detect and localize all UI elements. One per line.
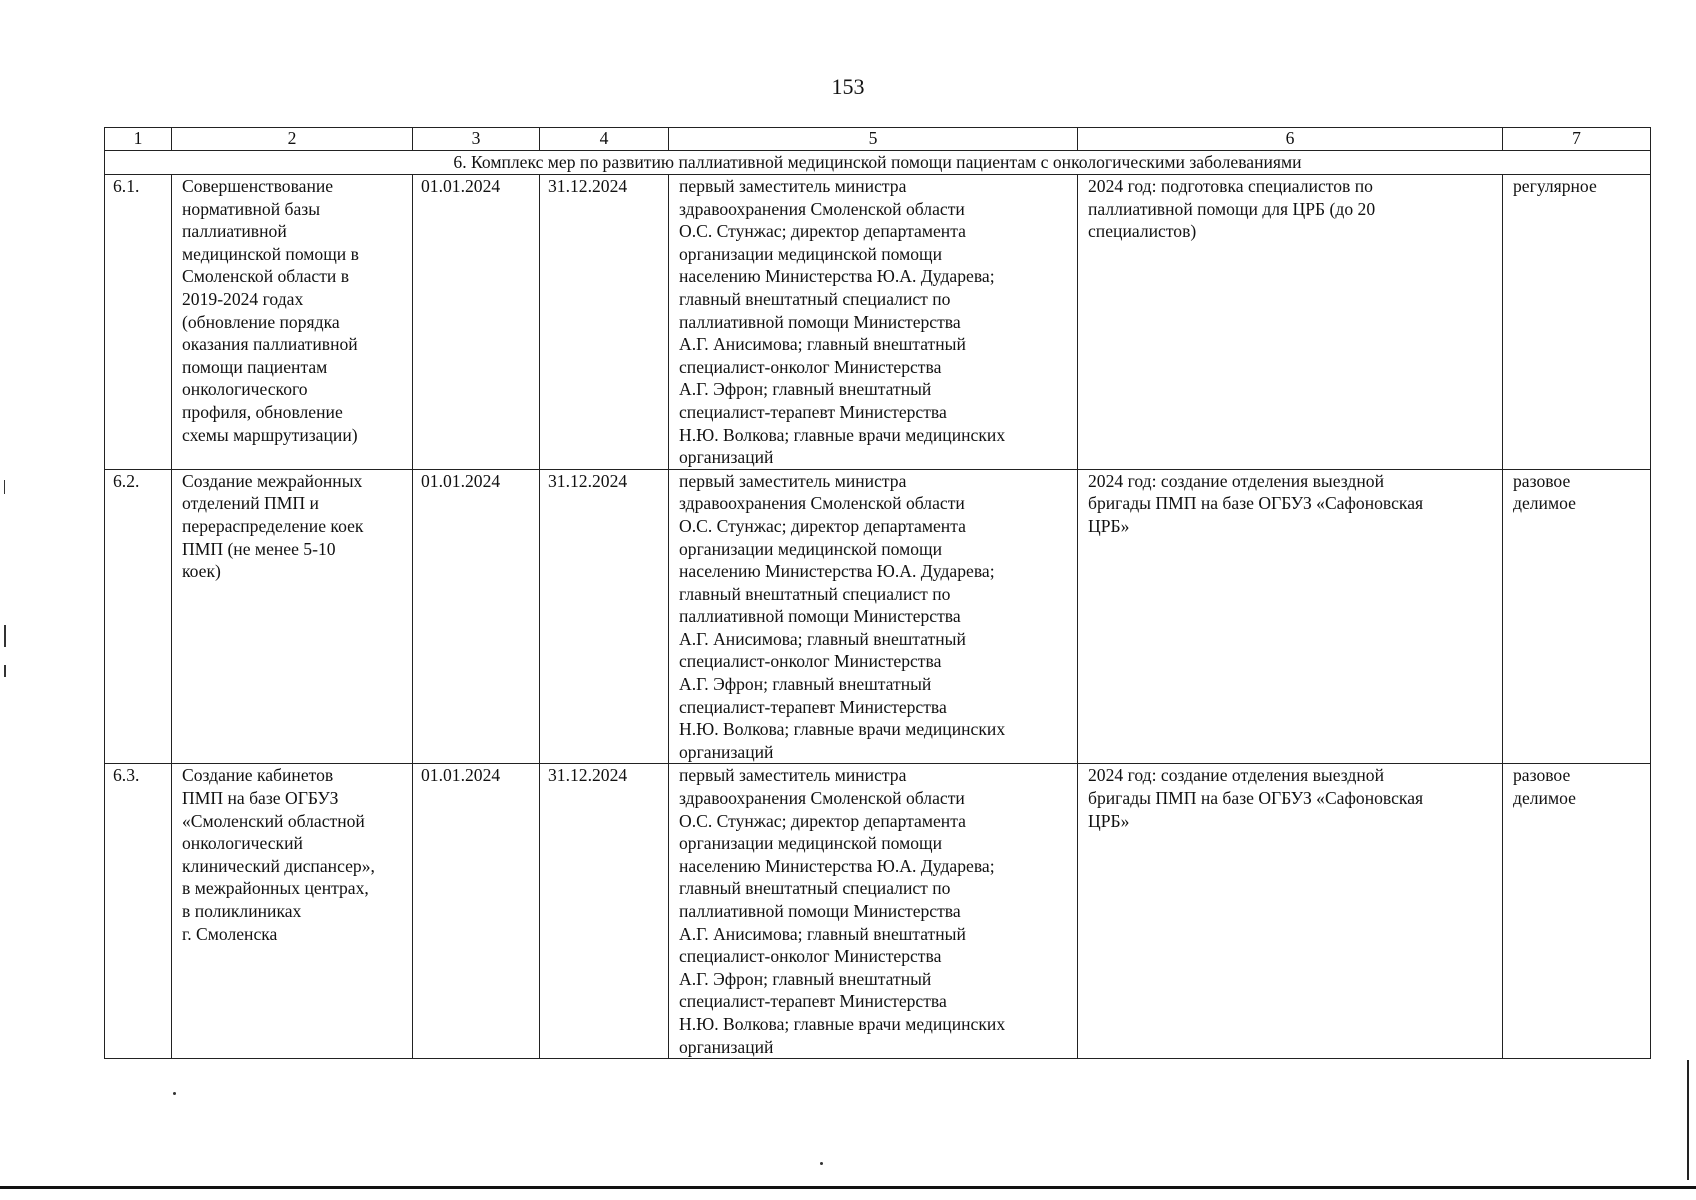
scan-margin-mark xyxy=(4,625,6,647)
measure-type: регулярное xyxy=(1503,175,1651,470)
column-number-7: 7 xyxy=(1503,128,1651,151)
measure-title: Создание межрайонных отделений ПМП и перераспределение коек ПМП (не менее 5-10 коек) xyxy=(172,469,413,764)
measure-type: разовое делимое xyxy=(1503,469,1651,764)
expected-result: 2024 год: создание отделения выездной бригады ПМП на базе ОГБУЗ «Сафоновская ЦРБ» xyxy=(1078,764,1503,1059)
column-number-2: 2 xyxy=(172,128,413,151)
start-date: 01.01.2024 xyxy=(413,175,540,470)
measure-title: Совершенствование нормативной базы паллиативной медицинской помощи в Смоленской области в 2019-2024 годах (обновление порядка оказания паллиативной помощи пациентам онкологического профиля, обновление схемы маршрутизации) xyxy=(172,175,413,470)
table-row xyxy=(105,469,1651,764)
scan-speck xyxy=(820,1162,823,1165)
section-header-row xyxy=(105,151,1651,175)
column-number-3: 3 xyxy=(413,128,540,151)
table-row xyxy=(105,764,1651,1059)
column-number-6: 6 xyxy=(1078,128,1503,151)
responsible-persons: первый заместитель министра здравоохранения Смоленской области О.С. Стунжас; директор департамента организации медицинской помощи населению Министерства Ю.А. Дударева; главный внештатный специалист по паллиативной помощи Министерства А.Г. Анисимова; главный внештатный специалист-онколог Министерства А.Г. Эфрон; главный внештатный специалист-терапевт Министерства Н.Ю. Волкова; главные врачи медицинских организаций xyxy=(669,175,1078,470)
scan-margin-mark xyxy=(4,480,5,494)
end-date: 31.12.2024 xyxy=(540,175,669,470)
column-number-1: 1 xyxy=(105,128,172,151)
expected-result: 2024 год: подготовка специалистов по паллиативной помощи для ЦРБ (до 20 специалистов) xyxy=(1078,175,1503,470)
start-date: 01.01.2024 xyxy=(413,469,540,764)
section-title: 6. Комплекс мер по развитию паллиативной медицинской помощи пациентам с онкологическими заболеваниями xyxy=(105,151,1651,175)
measure-number: 6.3. xyxy=(105,764,172,1059)
column-number-4: 4 xyxy=(540,128,669,151)
column-number-row xyxy=(105,128,1651,151)
scan-edge-line xyxy=(1687,1060,1689,1180)
measure-title: Создание кабинетов ПМП на базе ОГБУЗ «Смоленский областной онкологический клинический диспансер», в межрайонных центрах, в поликлиниках г. Смоленска xyxy=(172,764,413,1059)
scan-speck xyxy=(173,1092,176,1095)
responsible-persons: первый заместитель министра здравоохранения Смоленской области О.С. Стунжас; директор департамента организации медицинской помощи населению Министерства Ю.А. Дударева; главный внештатный специалист по паллиативной помощи Министерства А.Г. Анисимова; главный внештатный специалист-онколог Министерства А.Г. Эфрон; главный внештатный специалист-терапевт Министерства Н.Ю. Волкова; главные врачи медицинских организаций xyxy=(669,764,1078,1059)
end-date: 31.12.2024 xyxy=(540,764,669,1059)
start-date: 01.01.2024 xyxy=(413,764,540,1059)
scan-bottom-line xyxy=(0,1186,1696,1189)
expected-result: 2024 год: создание отделения выездной бригады ПМП на базе ОГБУЗ «Сафоновская ЦРБ» xyxy=(1078,469,1503,764)
measures-table xyxy=(104,127,1651,1059)
measure-type: разовое делимое xyxy=(1503,764,1651,1059)
scan-margin-mark xyxy=(4,665,6,677)
responsible-persons: первый заместитель министра здравоохранения Смоленской области О.С. Стунжас; директор департамента организации медицинской помощи населению Министерства Ю.А. Дударева; главный внештатный специалист по паллиативной помощи Министерства А.Г. Анисимова; главный внештатный специалист-онколог Министерства А.Г. Эфрон; главный внештатный специалист-терапевт Министерства Н.Ю. Волкова; главные врачи медицинских организаций xyxy=(669,469,1078,764)
end-date: 31.12.2024 xyxy=(540,469,669,764)
column-number-5: 5 xyxy=(669,128,1078,151)
measure-number: 6.2. xyxy=(105,469,172,764)
page-number: 153 xyxy=(831,74,865,99)
table-row xyxy=(105,175,1651,470)
measure-number: 6.1. xyxy=(105,175,172,470)
